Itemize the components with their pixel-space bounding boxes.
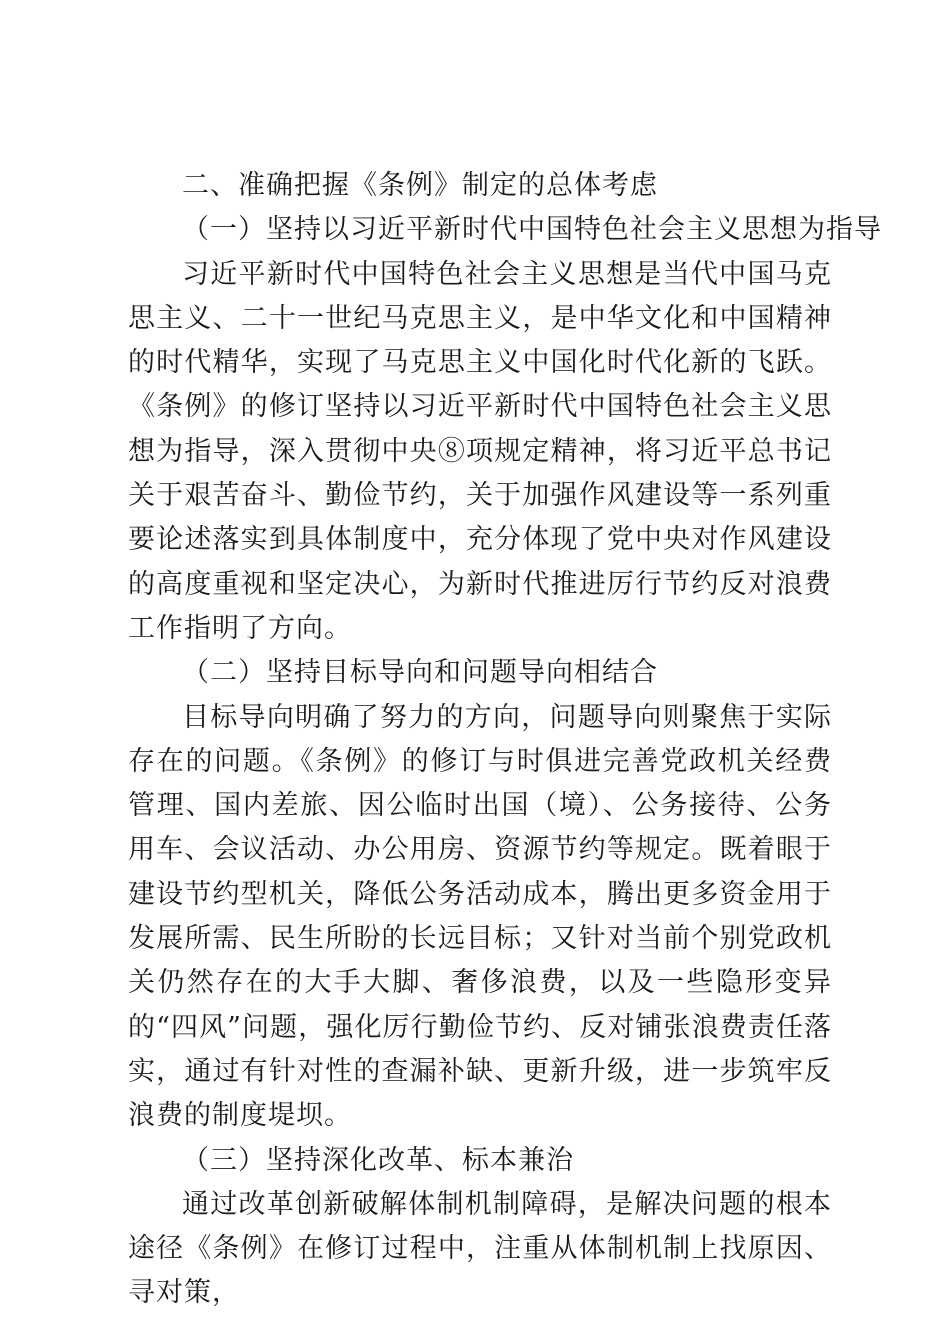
paragraph-2: 目标导向明确了努力的方向，问题导向则聚焦于实际存在的问题。《条例》的修订与时俱进完善党政机关经费管理、国内差旅、因公临时出国（境）、公务接待、公务用车、会议活动、办公用房、资源节约等规定。既着眼于建设节约型机关，降低公务活动成本，腾出更多资金用于发展所需、民生所盼的长远目标；又针对当前个别党政机关仍然存在的大手大脚、奢侈浪费，以及一些隐形变异的“四风”问题，强化厉行勤俭节约、反对铺张浪费责任落实，通过有针对性的查漏补缺、更新升级，进一步筑牢反浪费的制度堤坝。 <box>128 701 832 1132</box>
subsection-heading-3: （三）坚持深化改革、标本兼治 <box>182 1144 574 1176</box>
section-heading: 二、准确把握《条例》制定的总体考虑 <box>182 170 658 201</box>
subsection-heading-1: （一）坚持以习近平新时代中国特色社会主义思想为指导 <box>182 214 882 246</box>
paragraph-1: 习近平新时代中国特色社会主义思想是当代中国马克思主义、二十一世纪马克思主义，是中华文化和中国精神的时代精华，实现了马克思主义中国化时代化新的飞跃。《条例》的修订坚持以习近平新时代中国特色社会主义思想为指导，深入贯彻中央⑧项规定精神，将习近平总书记关于艰苦奋斗、勤俭节约，关于加强作风建设等一系列重要论述落实到具体制度中，充分体现了党中央对作风建设的高度重视和坚定决心，为新时代推进厉行节约反对浪费工作指明了方向。 <box>128 258 832 644</box>
document-body <box>128 164 882 1316</box>
paragraph-3: 通过改革创新破解体制机制障碍，是解决问题的根本途径《条例》在修订过程中，注重从体制机制上找原因、寻对策， <box>128 1188 832 1309</box>
subsection-heading-2: （二）坚持目标导向和问题导向相结合 <box>182 657 658 689</box>
